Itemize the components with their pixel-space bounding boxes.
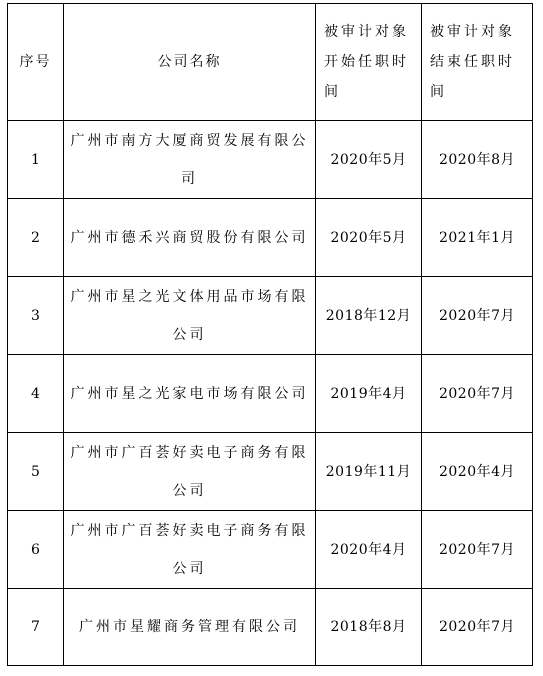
company-name: 广州市星之光家电市场有限公司 xyxy=(70,385,309,402)
company-name: 广州市德禾兴商贸股份有限公司 xyxy=(70,229,309,246)
header-start-date: 被审计对象开始任职时间 xyxy=(316,4,422,121)
company-name: 广州市广百荟好卖电子商务有限公司 xyxy=(70,522,309,577)
company-name: 广州市广百荟好卖电子商务有限公司 xyxy=(70,444,309,499)
start-date-cell xyxy=(316,277,422,355)
end-date-cell xyxy=(422,199,533,277)
table-row xyxy=(8,589,533,666)
start-date: 2020年5月 xyxy=(330,151,407,168)
end-date: 2020年7月 xyxy=(438,541,516,558)
row-index: 3 xyxy=(8,277,64,355)
table-row xyxy=(8,199,533,277)
end-date-cell xyxy=(422,355,533,433)
company-name: 广州市星之光文体用品市场有限公司 xyxy=(70,288,309,343)
table-row xyxy=(8,277,533,355)
row-index: 6 xyxy=(8,511,64,589)
start-date: 2020年4月 xyxy=(330,541,407,558)
row-index: 2 xyxy=(8,199,64,277)
company-name: 广州市南方大厦商贸发展有限公司 xyxy=(70,132,309,187)
row-index: 4 xyxy=(8,355,64,433)
company-name-cell xyxy=(64,121,316,199)
start-date-cell xyxy=(316,589,422,666)
header-end-date: 被审计对象结束任职时间 xyxy=(422,4,533,121)
start-date-cell xyxy=(316,121,422,199)
company-name-cell xyxy=(64,433,316,511)
positions-table xyxy=(7,3,533,666)
header-row xyxy=(8,4,533,121)
start-date-cell xyxy=(316,199,422,277)
end-date-cell xyxy=(422,589,533,666)
table-row xyxy=(8,121,533,199)
company-name-cell xyxy=(64,511,316,589)
row-index: 7 xyxy=(8,589,64,666)
end-date-cell xyxy=(422,511,533,589)
company-name: 广州市星耀商务管理有限公司 xyxy=(79,619,300,635)
row-index: 1 xyxy=(8,121,64,199)
end-date-cell xyxy=(422,277,533,355)
end-date-cell xyxy=(422,121,533,199)
company-name-cell xyxy=(64,355,316,433)
company-name-cell xyxy=(64,199,316,277)
start-date-cell xyxy=(316,355,422,433)
start-date-cell xyxy=(316,433,422,511)
end-date: 2021年1月 xyxy=(438,229,516,246)
start-date: 2019年11月 xyxy=(325,463,412,480)
end-date-cell xyxy=(422,433,533,511)
end-date: 2020年7月 xyxy=(438,619,516,635)
table-row xyxy=(8,355,533,433)
end-date: 2020年4月 xyxy=(438,463,516,480)
end-date: 2020年8月 xyxy=(438,151,516,168)
header-company: 公司名称 xyxy=(64,4,316,121)
start-date: 2020年5月 xyxy=(330,229,407,246)
start-date-cell xyxy=(316,511,422,589)
header-index: 序号 xyxy=(8,4,64,121)
start-date: 2018年8月 xyxy=(330,619,407,635)
start-date: 2018年12月 xyxy=(325,307,412,324)
company-name-cell xyxy=(64,589,316,666)
table-row xyxy=(8,511,533,589)
table-row xyxy=(8,433,533,511)
end-date: 2020年7月 xyxy=(438,307,516,324)
row-index: 5 xyxy=(8,433,64,511)
start-date: 2019年4月 xyxy=(330,385,407,402)
end-date: 2020年7月 xyxy=(438,385,516,402)
company-name-cell xyxy=(64,277,316,355)
